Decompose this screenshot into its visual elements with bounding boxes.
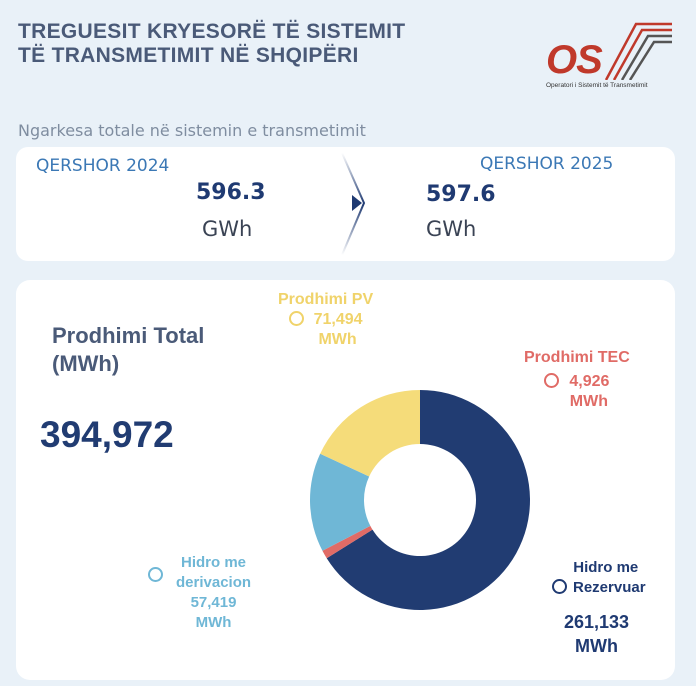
legend-derivacion-label-1: Hidro me bbox=[181, 554, 247, 571]
period-2025: QERSHOR 2025 bbox=[480, 154, 614, 174]
legend-tec bbox=[524, 348, 630, 412]
legend-derivacion-value: 57,419 bbox=[190, 594, 237, 611]
logo-text: OS bbox=[546, 38, 602, 82]
legend-derivacion-marker-icon bbox=[148, 567, 163, 582]
production-card bbox=[16, 280, 675, 680]
legend-rezervuar-unit: MWh bbox=[575, 636, 619, 656]
legend-tec-marker-icon bbox=[544, 373, 559, 388]
load-subtitle: Ngarkesa totale në sistemin e transmetimit bbox=[18, 121, 366, 140]
legend-rezervuar-value: 261,133 bbox=[564, 612, 630, 632]
legend-tec-unit: MWh bbox=[569, 393, 608, 410]
legend-rezervuar-marker-icon bbox=[552, 579, 567, 594]
logo-caption: Operatori i Sistemit të Transmetimit bbox=[546, 82, 648, 89]
legend-rezervuar-label-1: Hidro me bbox=[573, 559, 639, 576]
title-line-2: TË TRANSMETIMIT NË SHQIPËRI bbox=[18, 44, 359, 67]
title-line-1: TREGUESIT KRYESORË TË SISTEMIT bbox=[18, 20, 406, 43]
legend-pv-value: 71,494 bbox=[313, 311, 363, 328]
load-2025-unit: GWh bbox=[426, 217, 477, 241]
legend-pv-label: Prodhimi PV bbox=[278, 291, 374, 308]
logo-stripes-icon bbox=[602, 20, 674, 80]
legend-derivacion-label-2: derivacion bbox=[176, 574, 252, 591]
load-2024-unit: GWh bbox=[202, 217, 253, 241]
legend-tec-label: Prodhimi TEC bbox=[524, 349, 630, 366]
load-comparison-card bbox=[16, 147, 675, 261]
legend-pv bbox=[278, 290, 373, 350]
legend-rezervuar-amount bbox=[564, 610, 629, 658]
total-production-value: 394,972 bbox=[40, 414, 174, 455]
legend-derivacion-marker bbox=[148, 565, 163, 584]
legend-rezervuar-label-2: Rezervuar bbox=[573, 579, 646, 596]
total-production-label: Prodhimi Total (MWh) bbox=[52, 323, 205, 376]
period-2024: QERSHOR 2024 bbox=[36, 156, 170, 176]
legend-derivacion-unit: MWh bbox=[195, 614, 232, 631]
legend-pv-marker-icon bbox=[289, 311, 304, 326]
ost-logo bbox=[542, 18, 672, 90]
chevron-right-icon bbox=[338, 147, 378, 261]
legend-tec-value: 4,926 bbox=[569, 373, 610, 390]
legend-pv-unit: MWh bbox=[318, 331, 357, 348]
page-title bbox=[18, 20, 405, 68]
legend-derivacion bbox=[176, 553, 251, 633]
load-2025-value: 597.6 bbox=[426, 182, 496, 207]
legend-rezervuar bbox=[552, 558, 646, 598]
production-donut-chart bbox=[308, 388, 532, 612]
load-2024-value: 596.3 bbox=[196, 180, 266, 205]
